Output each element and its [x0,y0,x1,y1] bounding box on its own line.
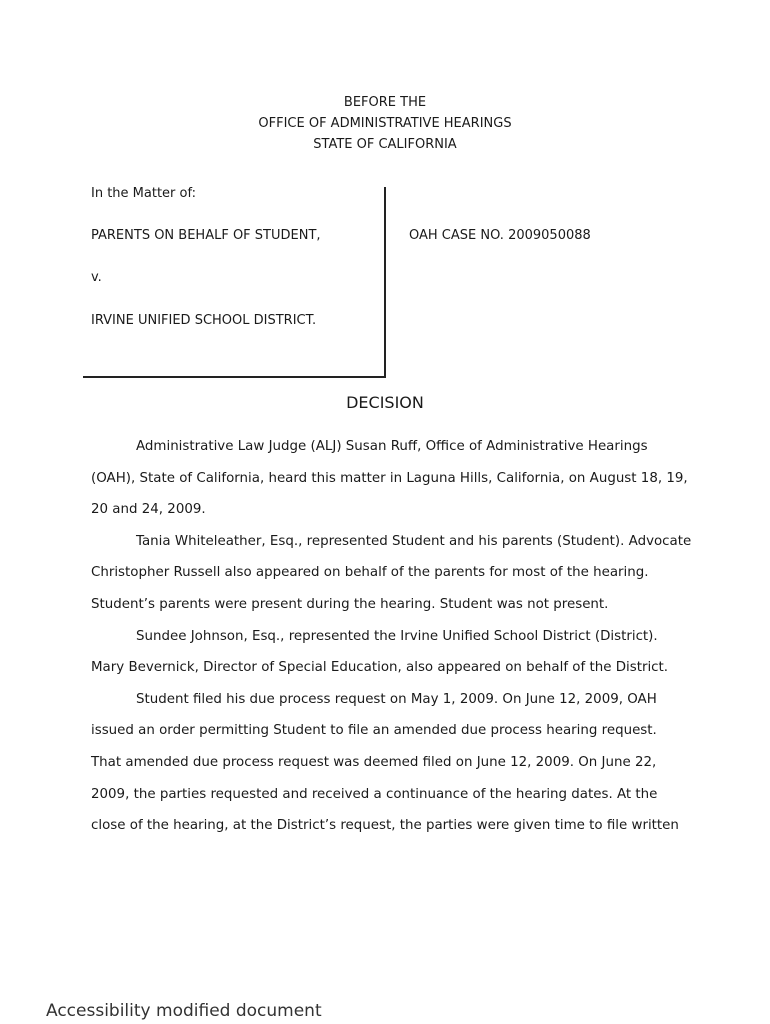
caption-horizontal-rule [83,376,386,378]
court-header [0,92,770,155]
body-line: 2009, the parties requested and received a continuance of the hearing dates. At the [91,786,658,802]
body-line: Sundee Johnson, Esq., represented the Irvine Unified School District (District). [136,628,658,644]
body-line: Mary Bevernick, Director of Special Education, also appeared on behalf of the District. [91,660,669,676]
body-line: Administrative Law Judge (ALJ) Susan Ruff, Office of Administrative Hearings [136,439,648,454]
respondent-name: IRVINE UNIFIED SCHOOL DISTRICT. [91,313,317,328]
header-line-office: OFFICE OF ADMINISTRATIVE HEARINGS [258,116,512,131]
body-line: Student’s parents were present during the hearing. Student was not present. [91,596,609,612]
body-line: Student filed his due process request on May 1, 2009. On June 12, 2009, OAH [136,691,657,707]
decision-body [91,431,691,842]
header-line-before: BEFORE THE [343,95,427,110]
body-line: (OAH), State of California, heard this matter in Laguna Hills, California, on August 18, 19, [91,470,688,486]
body-line: 20 and 24, 2009. [91,502,206,518]
caption-vertical-rule [384,187,386,378]
versus-label: v. [91,270,102,285]
petitioner-name: PARENTS ON BEHALF OF STUDENT, [91,228,321,243]
accessibility-footer: Accessibility modified document [46,1001,322,1021]
body-line: Tania Whiteleather, Esq., represented Student and his parents (Student). Advocate [136,533,692,549]
decision-title: DECISION [346,393,424,412]
body-line: That amended due process request was deemed filed on June 12, 2009. On June 22, [91,754,657,770]
body-line: close of the hearing, at the District’s request, the parties were given time to file written [91,818,679,834]
case-number: OAH CASE NO. 2009050088 [409,228,591,243]
header-line-state: STATE OF CALIFORNIA [313,137,457,152]
matter-label: In the Matter of: [91,186,196,201]
body-line: issued an order permitting Student to file an amended due process hearing request. [91,723,657,739]
body-line: Christopher Russell also appeared on behalf of the parents for most of the hearing. [91,565,649,581]
